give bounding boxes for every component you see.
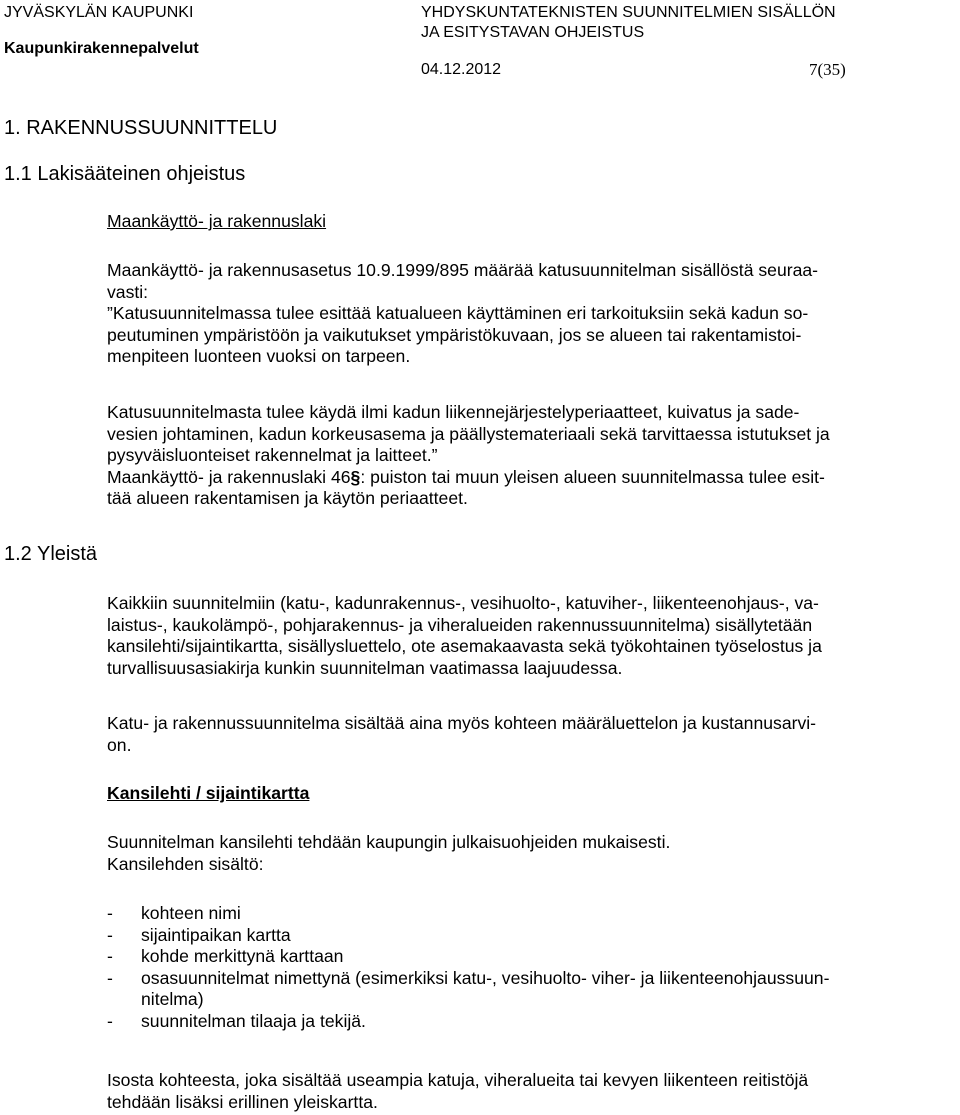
header-date: 04.12.2012 [421, 61, 502, 78]
list-bullet: - [107, 946, 113, 966]
paragraph-line: Kaikkiin suunnitelmiin (katu-, kadunrakennus-, vesihuolto-, katuviher-, liikenteenohjaus-, va- [107, 593, 819, 613]
section-heading-1: 1. RAKENNUSSUUNNITTELU [4, 117, 278, 139]
list-item-text: osasuunnitelmat nimettynä (esimerkiksi katu-, vesihuolto- viher- ja liikenteenohjaussuun- [141, 967, 830, 988]
list-bullet: - [107, 967, 113, 988]
list-item [107, 1011, 955, 1033]
paragraph-yleiskartta [107, 1070, 955, 1113]
list-item-text: kohde merkittynä karttaan [141, 946, 344, 966]
list-item [107, 968, 955, 990]
paragraph-line: tää alueen rakentamisen ja käytön periaatteet. [107, 488, 468, 508]
paragraph-line: Katusuunnitelmasta tulee käydä ilmi kadun liikennejärjestelyperiaatteet, kuivatus ja sade- [107, 402, 800, 422]
paragraph-katu-rakennus [107, 713, 955, 756]
paragraph-line: Maankäyttö- ja rakennusasetus 10.9.1999/895 määrää katusuunnitelman sisällöstä seuraa- [107, 260, 819, 280]
paragraph-line: ”Katusuunnitelmassa tulee esittää katualueen käyttäminen eri tarkoituksiin sekä kadun so- [107, 303, 809, 323]
list-item-text: sijaintipaikan kartta [141, 924, 291, 945]
mrl-heading-text: Maankäyttö- ja rakennuslaki [107, 211, 327, 231]
kansilehti-heading-text: Kansilehti / sijaintikartta [107, 783, 310, 803]
paragraph-line: turvallisuusasiakirja kunkin suunnitelman vaatimassa laajuudessa. [107, 657, 623, 678]
header-document-title [421, 3, 836, 43]
list-item [107, 946, 955, 968]
law-reference-text: : puiston tai muun yleisen alueen suunnitelmassa tulee esit- [360, 466, 825, 487]
paragraph-line: menpiteen luonteen vuoksi on tarpeen. [107, 346, 411, 366]
section-heading-1-2: 1.2 Yleistä [4, 543, 98, 565]
paragraph-line: tehdään lisäksi erillinen yleiskartta. [107, 1091, 378, 1112]
paragraph-line: vesien johtaminen, kadun korkeusasema ja päällystemateriaali sekä tarvittaessa istutukset ja [107, 423, 830, 444]
list-item [107, 925, 955, 947]
paragraph-line: kansilehti/sijaintikartta, sisällysluettelo, ote asemakaavasta sekä työkohtainen työselostus ja [107, 636, 822, 656]
list-bullet: - [107, 1010, 113, 1031]
header-organization: JYVÄSKYLÄN KAUPUNKI [4, 4, 194, 21]
section-heading-1-1: 1.1 Lakisääteinen ohjeistus [4, 163, 246, 185]
paragraph-katusuunnitelma [107, 402, 955, 510]
list-item [107, 903, 955, 925]
list-item-continuation: nitelma) [141, 989, 204, 1009]
paragraph-line: pysyväisluonteiset rakennelmat ja laitteet.” [107, 445, 438, 465]
list-item-text: suunnitelman tilaaja ja tekijä. [141, 1010, 366, 1031]
paragraph-line: Kansilehden sisältö: [107, 853, 264, 874]
paragraph-asetus [107, 260, 955, 368]
paragraph-kansilehti [107, 832, 955, 875]
list-bullet: - [107, 924, 113, 945]
paragraph-line: Katu- ja rakennussuunnitelma sisältää aina myös kohteen määräluettelon ja kustannusarvi- [107, 713, 817, 733]
list-item-text: kohteen nimi [141, 903, 241, 923]
paragraph-line [107, 467, 955, 489]
paragraph-kaikkiin [107, 593, 955, 679]
paragraph-line: Isosta kohteesta, joka sisältää useampia katuja, viheralueita tai kevyen liikenteen reitistöjä [107, 1070, 809, 1090]
kansilehti-heading [107, 783, 955, 805]
paragraph-line: vasti: [107, 281, 149, 302]
paragraph-line: on. [107, 734, 132, 755]
header-document-title-line2: JA ESITYSTAVAN OHJEISTUS [421, 24, 645, 41]
mrl-heading [107, 211, 955, 233]
list-bullet: - [107, 903, 113, 923]
header-unit: Kaupunkirakennepalvelut [4, 40, 199, 57]
paragraph-line: Suunnitelman kansilehti tehdään kaupungin julkaisuohjeiden mukaisesti. [107, 832, 671, 852]
law-reference: Maankäyttö- ja rakennuslaki 46 [107, 466, 351, 487]
section-sign: § [350, 466, 361, 487]
header-document-title-line1: YHDYSKUNTATEKNISTEN SUUNNITELMIEN SISÄLLÖN [421, 4, 836, 21]
paragraph-line: peutuminen ympäristöön ja vaikutukset ympäristökuvaan, jos se alueen tai rakentamistoi- [107, 324, 802, 345]
header-page-number: 7(35) [809, 60, 846, 79]
kansilehti-content-list [107, 903, 955, 1032]
paragraph-line: laistus-, kaukolämpö-, pohjarakennus- ja viheralueiden rakennussuunnitelma) sisällytetään [107, 614, 813, 635]
